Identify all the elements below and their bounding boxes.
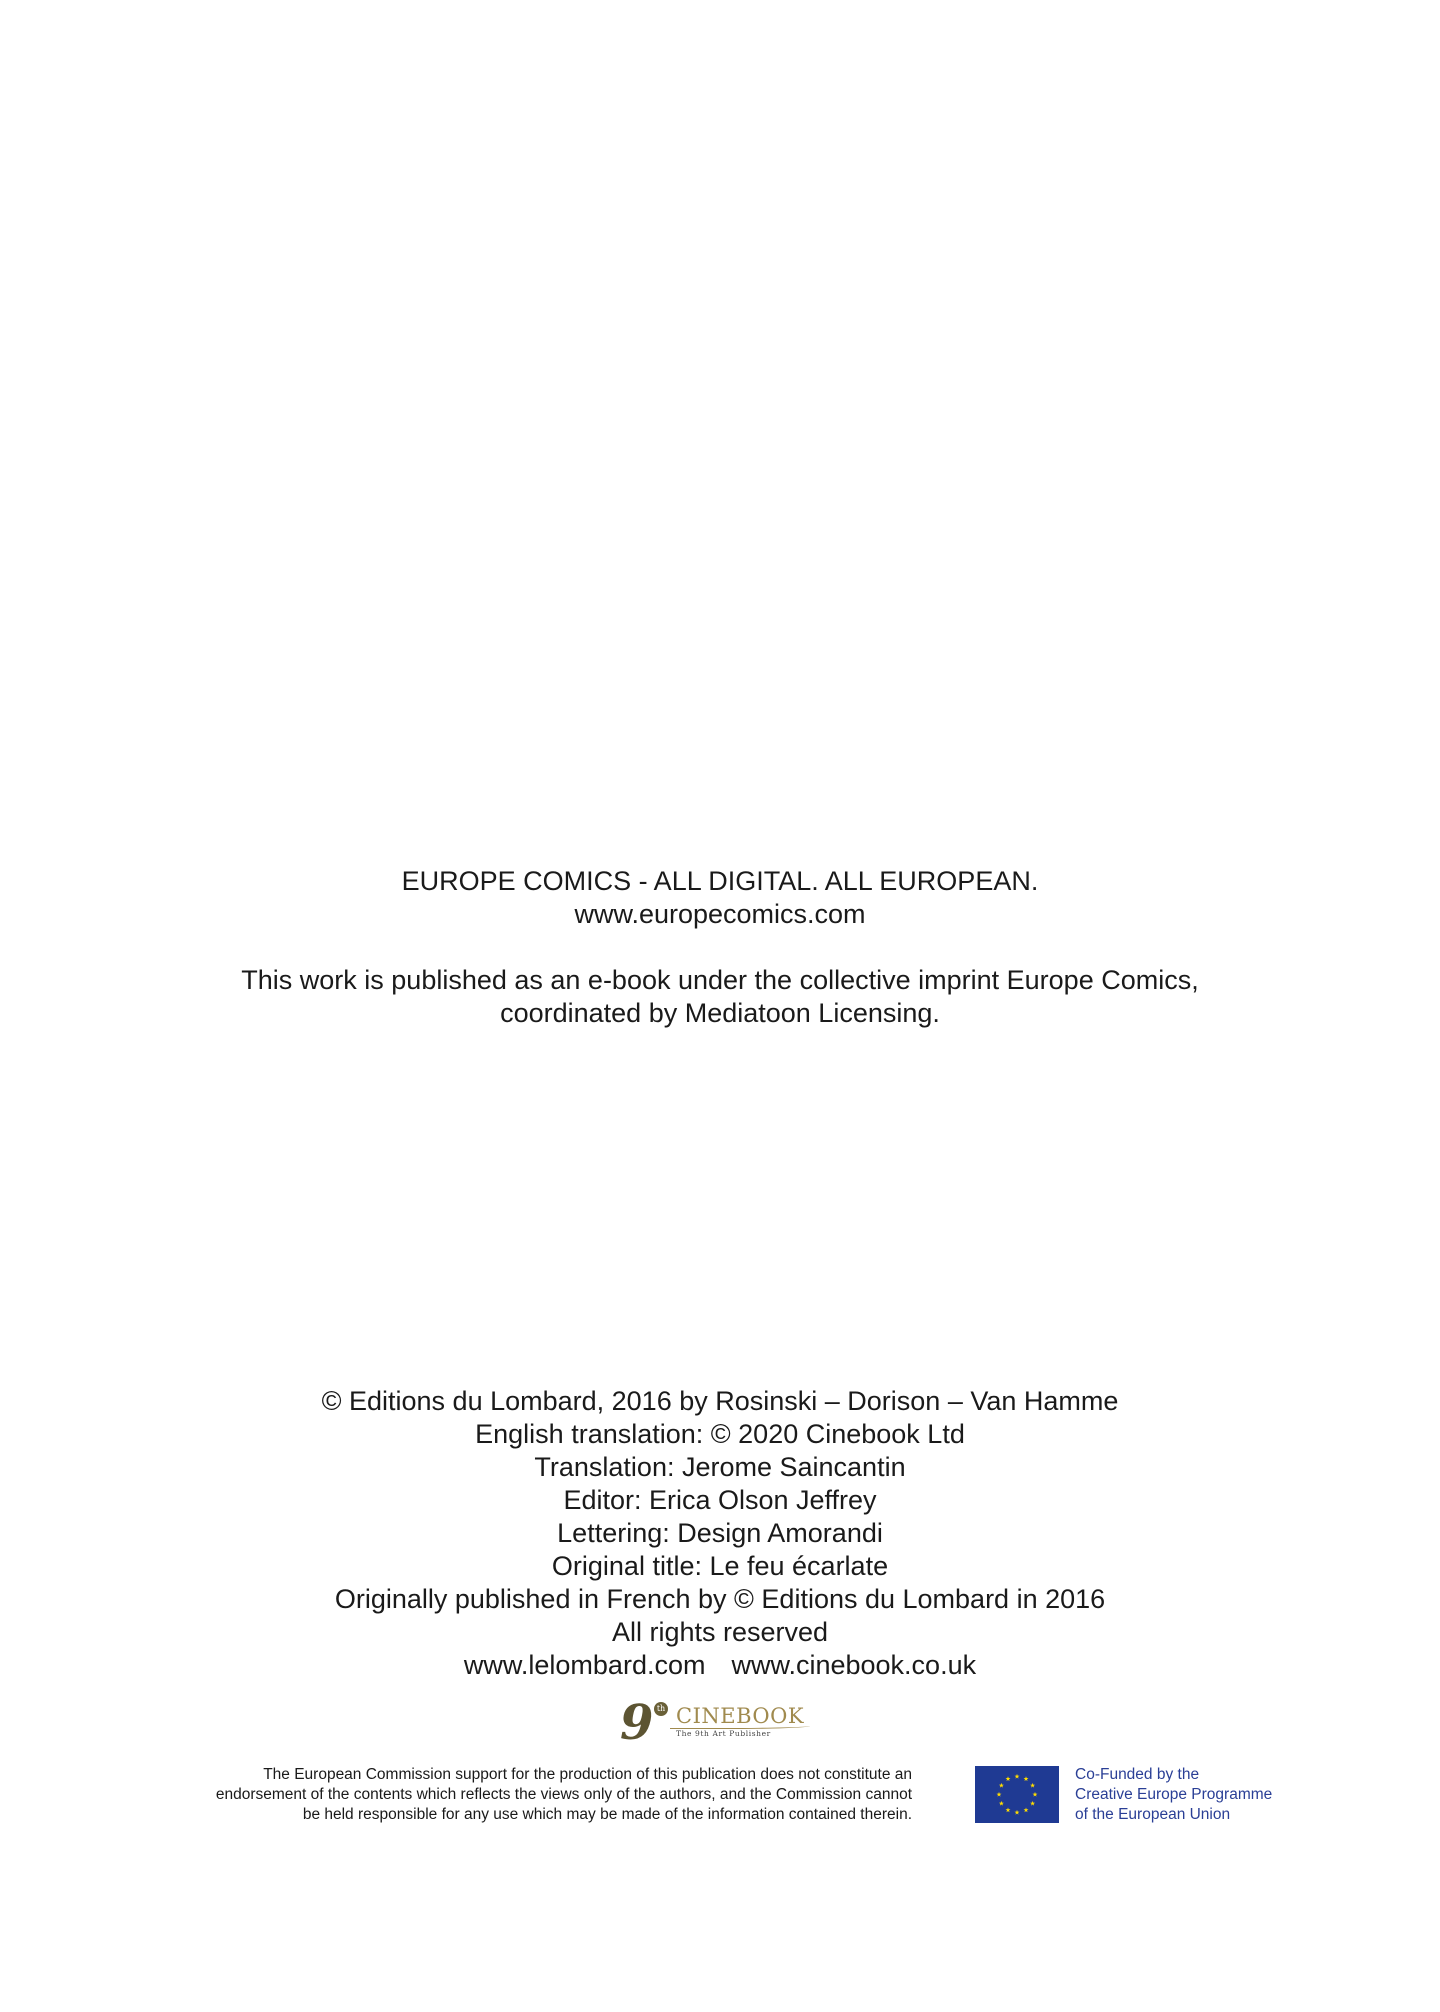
eu-star-icon [1015, 1810, 1020, 1815]
eu-star-icon [1033, 1792, 1038, 1797]
eu-flag-icon [975, 1766, 1059, 1823]
rights-line: All rights reserved [611, 1617, 829, 1647]
originally-published-line: Originally published in French by © Editions du Lombard in 2016 [334, 1584, 1106, 1614]
eu-star-icon [1030, 1783, 1035, 1788]
ec-disclaimer [112, 1765, 912, 1825]
eu-flag-stars [975, 1766, 1059, 1823]
europe-comics-block [0, 865, 1440, 931]
eu-star-icon [1006, 1776, 1011, 1781]
cinebook-logo-superscript: th [654, 1702, 668, 1716]
lettering-line: Lettering: Design Amorandi [557, 1518, 883, 1548]
editor-line: Editor: Erica Olson Jeffrey [563, 1485, 877, 1515]
disclaimer-line-3: be held responsible for any use which may be made of the information contained therein. [302, 1806, 912, 1823]
cinebook-logo-numeral: 9 [620, 1695, 654, 1751]
imprint-line-1: This work is published as an e-book under the collective imprint Europe Comics, [241, 965, 1199, 995]
cinebook-logo-name: CINEBOOK [676, 1704, 805, 1728]
websites-line [0, 1649, 1440, 1682]
imprint-line-2: coordinated by Mediatoon Licensing. [500, 998, 940, 1028]
eu-star-icon [999, 1783, 1004, 1788]
cinebook-logo [620, 1695, 820, 1751]
europe-comics-website: www.europecomics.com [574, 899, 866, 929]
imprint-block [0, 964, 1440, 1030]
cinebook-website: www.cinebook.co.uk [731, 1650, 977, 1680]
eu-funding-line-3: of the European Union [1075, 1806, 1231, 1823]
cinebook-logo-tagline: The 9th Art Publisher [676, 1729, 771, 1738]
translator-line: Translation: Jerome Saincantin [534, 1452, 906, 1482]
eu-star-icon [1024, 1807, 1029, 1812]
eu-funding-text [1075, 1765, 1272, 1825]
eu-star-icon [999, 1801, 1004, 1806]
eu-star-icon [1006, 1807, 1011, 1812]
europe-comics-tagline: EUROPE COMICS - ALL DIGITAL. ALL EUROPEAN. [401, 866, 1039, 896]
eu-funding-line-2: Creative Europe Programme [1075, 1786, 1273, 1803]
eu-funding-line-1: Co-Funded by the [1075, 1766, 1200, 1783]
copyright-line: © Editions du Lombard, 2016 by Rosinski – Dorison – Van Hamme [321, 1386, 1119, 1416]
lombard-website: www.lelombard.com [463, 1650, 706, 1680]
eu-star-icon [1015, 1774, 1020, 1779]
eu-star-icon [1024, 1776, 1029, 1781]
eu-star-icon [1030, 1801, 1035, 1806]
credits-block [0, 1385, 1440, 1682]
eu-star-icon [997, 1792, 1002, 1797]
original-title-line: Original title: Le feu écarlate [551, 1551, 889, 1581]
disclaimer-line-1: The European Commission support for the production of this publication does not constitute an [263, 1766, 912, 1783]
disclaimer-line-2: endorsement of the contents which reflects the views only of the authors, and the Commission cannot [215, 1786, 912, 1803]
english-translation-line: English translation: © 2020 Cinebook Ltd [475, 1419, 965, 1449]
